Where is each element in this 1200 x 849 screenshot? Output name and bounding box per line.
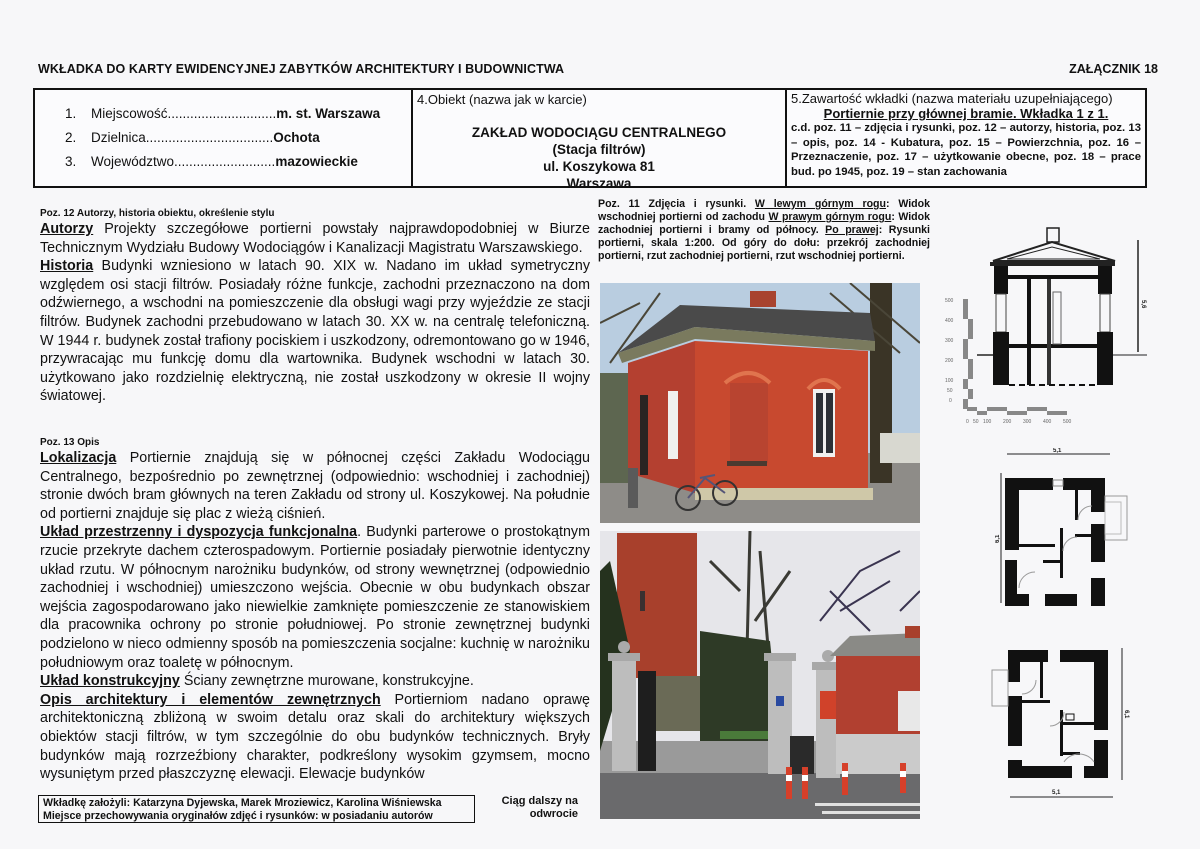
object-label: 4.Obiekt (nazwa jak w karcie): [417, 92, 587, 107]
footer-storage: Miejsce przechowywania oryginałów zdjęć i rysunków: w posiadaniu autorów: [43, 809, 433, 822]
section-11-caption: Poz. 11 Zdjęcia i rysunki. W lewym górnym rogu: Widok wschodniej portierni od zachodu W prawym górnym rogu: Widok zachodniej portierni i bramy od północy. Po prawej: Rysunki portierni, skala 1:200. Od góry do dołu: przekrój zachodniej portierni, rzut zachodniej portierni, rzut wschodniej portierni.: [598, 198, 931, 262]
object-sub: (Stacja filtrów): [552, 142, 646, 157]
contents-text: c.d. poz. 11 – zdjęcia i rysunki, poz. 12 – autorzy, historia, poz. 13 – opis, poz. 14 - Kubatura, poz. 15 – Powierzchnia, poz. 16 – Przeznaczenie, poz. 17 – użytkowanie obecne, poz. 18 – prace bud. po 1945, poz. 19 – stan zachowania: [791, 122, 1141, 178]
svg-text:6,1: 6,1: [995, 534, 1001, 543]
object-street: ul. Koszykowa 81: [543, 159, 655, 174]
floor-plan-east-svg: [988, 640, 1138, 805]
document-title: WKŁADKA DO KARTY EWIDENCYJNEJ ZABYTKÓW ARCHITEKTURY I BUDOWNICTWA: [38, 62, 565, 76]
floor-plan-west-svg: [995, 448, 1145, 613]
section-13-header: Poz. 13 Opis: [40, 437, 100, 448]
contents-cell: [787, 90, 1145, 186]
photo-west-lodge-gate: [600, 531, 920, 819]
svg-text:100: 100: [945, 378, 954, 384]
svg-text:5,1: 5,1: [1052, 790, 1061, 796]
svg-text:200: 200: [1003, 419, 1012, 425]
svg-text:0: 0: [949, 398, 952, 404]
svg-text:5,6: 5,6: [1140, 300, 1146, 309]
construction-paragraph: Układ konstrukcyjny Ściany zewnętrzne murowane, konstrukcyjne.: [40, 673, 474, 690]
footer-authors: Wkładkę założyli: Katarzyna Dyjewska, Marek Mroziewicz, Karolina Wiśniewska: [43, 797, 442, 809]
svg-text:50: 50: [947, 388, 953, 394]
history-paragraph: Historia Budynki wzniesiono w latach 90. XIX w. Nadano im układ symetryczny względem osi stacji filtrów. Posiadały różne funkcje, zachodni przeznaczono na dom odźwiernego, a wschodni na pomieszczenie dla obsługi wagi przy wyjeździe ze stacji filtrów. Budynek zachodni przebudowano w latach 30. XX w. na centralę telefoniczną. W 1944 r. budynek został trafiony pociskiem i uszkodzony, odremontowano go w 1946, przywracając mu funkcję domu dla wartownika. Budynek wschodni w latach 30. użytkowano jako rozdzielnię elektryczną, nie został uszkodzony w okresie II wojny światowej.: [40, 258, 590, 405]
svg-text:300: 300: [945, 338, 954, 344]
section-12: [40, 207, 590, 406]
photo-west-lodge-gate-image: [600, 531, 920, 819]
architecture-paragraph: Opis architektury i elementów zewnętrznych Portierniom nadano oprawę architektoniczną zbliżoną w swoim detalu oraz skali do architektury większych obiektów stacji filtrów, w tym szczególnie do obu budynków technicznych. Bryły budynków mają rozrzeźbiony charakter, podkreślony wysokim gzymsem, mocno wysuniętym przed płaszczyznę elewacji. Elewacje budynków: [40, 691, 590, 783]
location-cell: [35, 90, 413, 186]
svg-text:5,1: 5,1: [1053, 448, 1062, 454]
photo-east-lodge-image: [600, 283, 920, 523]
section-13: [40, 436, 590, 784]
contents-title: Portiernie przy głównej bramie. Wkładka 1 z 1.: [823, 106, 1109, 121]
info-table: [33, 88, 1147, 191]
annex-label: ZAŁĄCZNIK 18: [1069, 62, 1158, 76]
svg-text:300: 300: [1023, 419, 1032, 425]
svg-text:50: 50: [973, 419, 979, 425]
location-item-district: 2. Dzielnica..................................Ochota: [65, 130, 320, 145]
svg-text:6,1: 6,1: [1123, 710, 1129, 719]
footer-credits-box: [38, 795, 475, 823]
section-drawing: [935, 222, 1155, 432]
contents-label: 5.Zawartość wkładki (nazwa materiału uzupełniającego): [791, 91, 1113, 106]
svg-text:0: 0: [966, 419, 969, 425]
object-city: Warszawa: [566, 176, 632, 191]
svg-text:400: 400: [1043, 419, 1052, 425]
svg-text:400: 400: [945, 318, 954, 324]
layout-paragraph: Układ przestrzenny i dyspozycja funkcjonalna. Budynki parterowe o prostokątnym rzucie przekryte dachem czterospadowym. Portiernie posiadały pierwotnie identyczny układ rzutu. W północnym narożniku budynków, od strony wewnętrznej (odpowiednio zachodniej i wschodniej) umieszczono wejścia. Obecnie w obu budynkach obszar wejścia zagospodarowano jako niewielkie zamknięte pomieszczenie ze stanowiskiem dla pracownika ochrony po stronie południowej. Po stronie zewnętrznej budynki podzielono w nieco odmienny sposób na pomieszczenia socjalne: kuchnię w narożniku południowym oraz toaletę w północnym.: [40, 524, 590, 671]
object-name-block: [417, 124, 781, 192]
authors-paragraph: Autorzy Projekty szczegółowe portierni powstały najprawdopodobniej w Biurze Technicznym Wydziału Budowy Wodociągów i Kanalizacji Magistratu Warszawskiego.: [40, 221, 590, 256]
svg-text:500: 500: [1063, 419, 1072, 425]
svg-text:500: 500: [945, 298, 954, 304]
location-item-voivodeship: 3. Województwo...........................mazowieckie: [65, 154, 358, 169]
location-paragraph: Lokalizacja Portiernie znajdują się w północnej części Zakładu Wodociągu Centralnego, bezpośrednio po zewnętrznej (odpowiednio: wschodniej i zachodniej) stronie dwóch bram głównych na teren Zakładu od strony ul. Koszykowej. Na południe od portierni znajduje się plac z wieżą ciśnień.: [40, 450, 590, 522]
plan-east-drawing: [988, 640, 1138, 805]
continued-note: Ciąg dalszy na odwrocie: [501, 795, 578, 820]
photo-east-lodge: [600, 283, 920, 523]
svg-text:200: 200: [945, 358, 954, 364]
section-12-header: Poz. 12 Autorzy, historia obiektu, określenie stylu: [40, 208, 275, 219]
location-item-city: 1. Miejscowość.............................m. st. Warszawa: [65, 106, 381, 121]
object-cell: [413, 90, 787, 191]
object-name: ZAKŁAD WODOCIĄGU CENTRALNEGO: [471, 125, 727, 140]
svg-text:100: 100: [983, 419, 992, 425]
plan-west-drawing: [995, 448, 1145, 613]
cross-section-svg: [935, 222, 1155, 432]
